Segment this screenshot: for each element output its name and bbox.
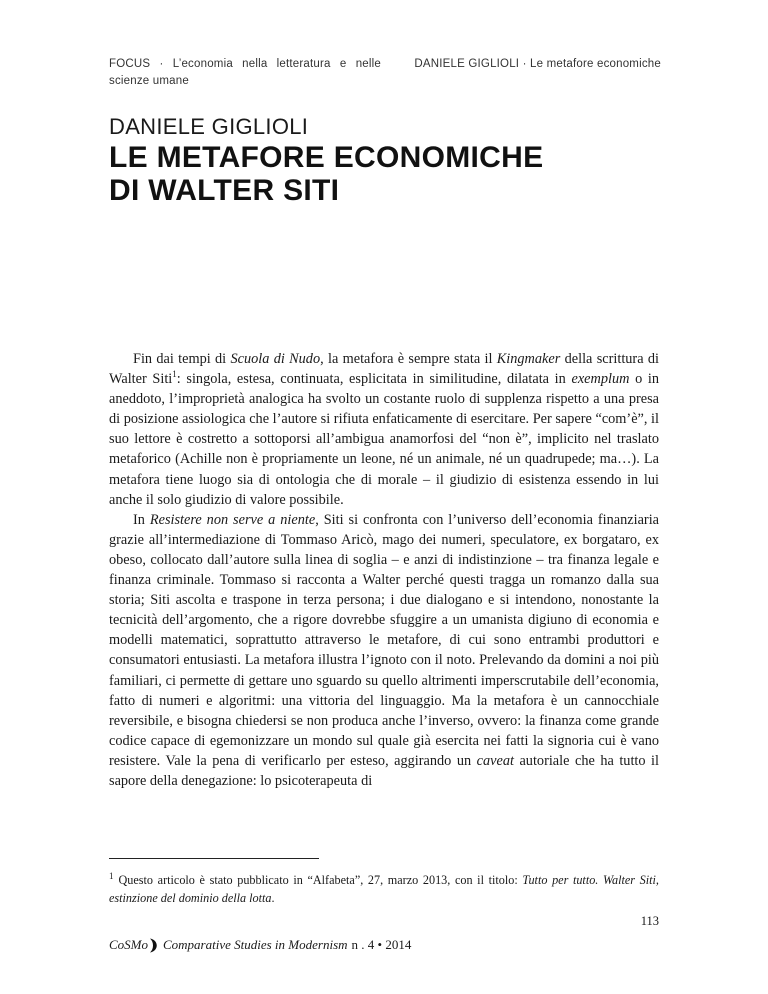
footnote-mark: 1 xyxy=(109,871,114,881)
text-run: , Siti si confronta con l’universo dell’economia finanziaria grazie all’intermediazione di Tommaso Aricò, mago dei numeri, speculatore, ex borgataro, ex obeso, collocato dall’autore sulla linea di soglia – e anzi di indistinzione – tra finanza legale e finanza criminale. Tommaso si racconta a Walter perché questi tragga un romanzo dalla sua storia; Siti ascolta e traspone in terza persona; i due dialogano e si intendono, nonostante la tecnicità dell’argomento, che a rigore dovrebbe sfuggire a un umanista digiuno di economia e modelli matematici, soprattutto attraverso le metafore, di cui sono entrambi produttori e consumatori entusiasti. La metafora illustra l’ignoto con il noto. Prelevando da domini a noi più familiari, ci permette di gettare uno sguardo su quello altrimenti imperscrutabile dell’economia, fatto di numeri e algoritmi: una vittoria del linguaggio. Ma la metafora è un cannocchiale reversibile, e bisogna chiedersi se non produca anche l’inverso, ovvero: la finanza come grande codice capace di egemonizzare un mondo sul quale già esercita nei fatti la signoria cui è vano resistere. Vale la pena di verificarlo per esteso, aggirando un xyxy=(109,511,660,769)
paragraph xyxy=(109,349,659,510)
title-line: DI WALTER SITI xyxy=(109,174,340,207)
text-run: autoriale che ha tutto il sapore della denegazione: lo psicoterapeuta di xyxy=(109,752,659,789)
text-run: Fin dai tempi di xyxy=(133,351,231,367)
crescent-icon xyxy=(149,938,158,953)
journal-name: Comparative Studies in Modernism xyxy=(163,937,348,952)
footnote-divider xyxy=(109,858,319,859)
journal-footer xyxy=(109,937,411,953)
italic-text: Tutto per tutto. Walter Siti, estinzione del dominio della lotta xyxy=(109,873,659,906)
running-head-left: FOCUS · L’economia nella letteratura e nelle scienze umane xyxy=(109,58,381,87)
paragraph xyxy=(109,510,659,791)
italic-text: Scuola di Nudo xyxy=(230,351,321,367)
article-author: DANIELE GIGLIOLI xyxy=(109,114,309,139)
cosmo-logo xyxy=(109,937,158,953)
italic-text: exemplum xyxy=(571,371,630,388)
text-run: , la metafora è sempre stata il xyxy=(320,351,497,367)
text-run: Questo articolo è stato pubblicato in “Alfabeta”, 27, marzo 2013, con il titolo: xyxy=(118,873,523,888)
text-run: o in aneddoto, l’improprietà analogica ha svolto un costante ruolo di supplenza rispetto a una presa di posizione assiologica che l’autore si rifiuta enfaticamente di esercitare. Per sapere “com’è”, il suo lettore è costretto a sottoporsi all’ambigua anamorfosi del “non è”, implicito nel traslato metaforico (Achille non è propriamente un leone, né un animale, né un quadrupede; ma…). La metafora tiene luogo sia di ontologia che di morale – il giudizio di esistenza essendo in lui anche il solo giudizio di valore possibile. xyxy=(109,371,660,508)
article-title xyxy=(109,141,669,207)
italic-text: Kingmaker xyxy=(496,351,561,367)
page-number: 113 xyxy=(640,914,659,928)
running-head-right: DANIELE GIGLIOLI · Le metafore economiche xyxy=(414,58,661,70)
text-run: della scrittura di Walter Siti xyxy=(109,351,659,388)
italic-text: Resistere non serve a niente xyxy=(149,511,316,528)
footnote-reference: 1 xyxy=(172,369,177,380)
text-run: : singola, estesa, continuata, esplicitata in similitudine, dilatata in xyxy=(176,371,572,388)
article-body xyxy=(109,349,659,791)
text-run: In xyxy=(133,511,150,528)
footnote xyxy=(109,867,659,907)
logo-text: CoSMo xyxy=(109,937,148,952)
text-run: . xyxy=(271,891,275,906)
italic-text: caveat xyxy=(476,752,514,769)
footnote-text xyxy=(109,873,659,905)
title-line: LE METAFORE ECONOMICHE xyxy=(109,141,544,174)
journal-issue: n . 4 • 2014 xyxy=(351,937,412,952)
